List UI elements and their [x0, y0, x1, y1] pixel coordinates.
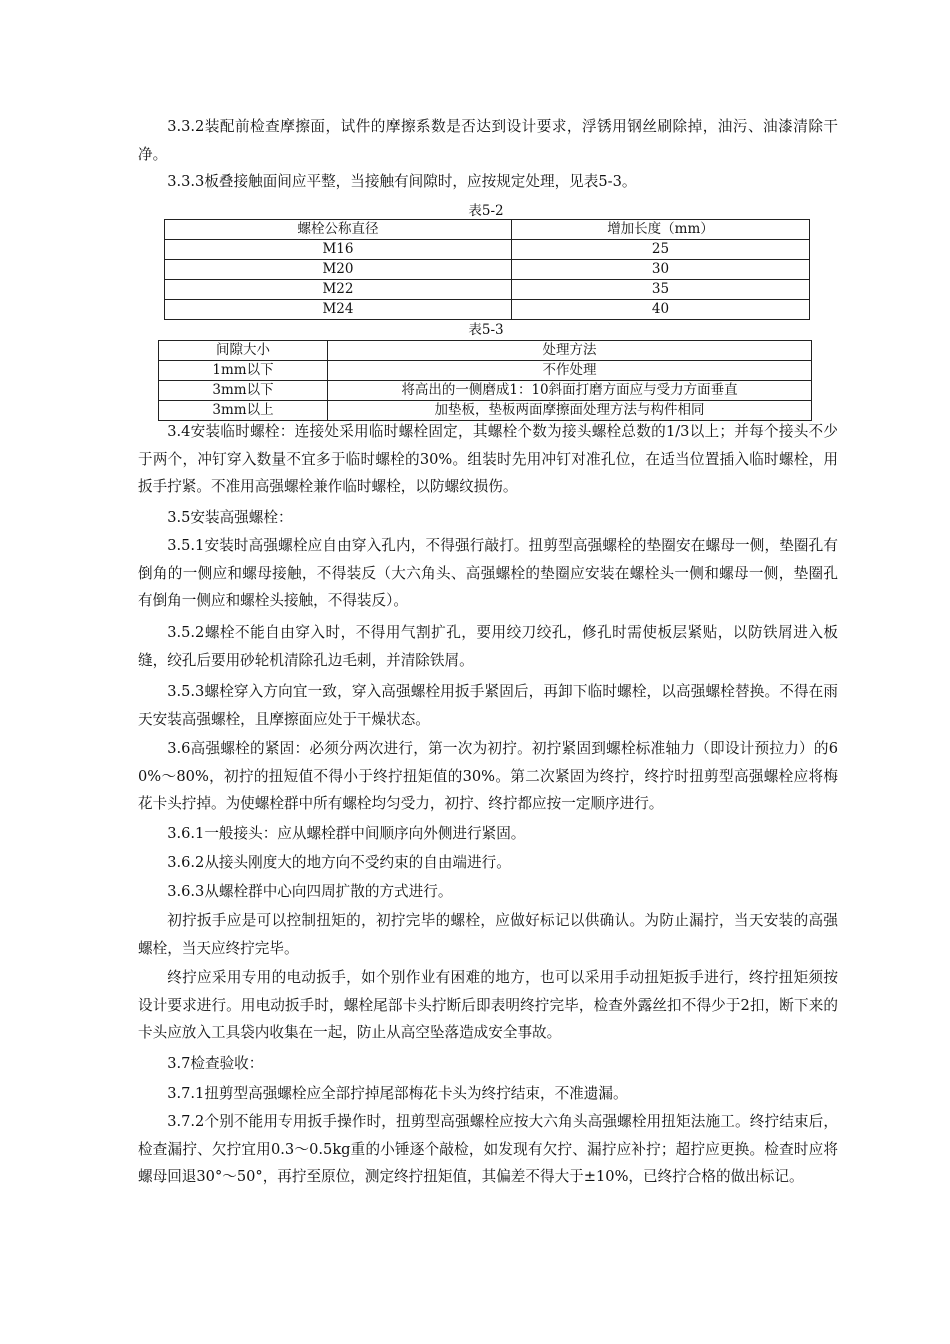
- table-cell: M16: [165, 240, 512, 260]
- paragraph-3-4: 3.4安装临时螺栓：连接处采用临时螺栓固定，其螺栓个数为接头螺栓总数的1/3以上；并每个接头不少于两个，冲钉穿入数量不宜多于临时螺栓的30%。组装时先用冲钉对准孔位，在适当位置插入临时螺栓，用扳手拧紧。不准用高强螺栓兼作临时螺栓，以防螺纹损伤。: [138, 423, 838, 496]
- table-header-row: [159, 341, 812, 361]
- table-cell: 40: [512, 300, 810, 320]
- table-header-row: [165, 220, 810, 240]
- table-cell: 加垫板，垫板两面摩擦面处理方法与构件相同: [328, 401, 812, 421]
- table-header-cell: 螺栓公称直径: [165, 220, 512, 240]
- table-row: [165, 240, 810, 260]
- paragraph-initial-tightening: 初拧扳手应是可以控制扭矩的，初拧完毕的螺栓，应做好标记以供确认。为防止漏拧，当天安装的高强螺栓，当天应终拧完毕。: [138, 912, 838, 957]
- table-cell: 1mm以下: [159, 361, 328, 381]
- table-5-3: [158, 340, 812, 421]
- paragraph-3-5-2: 3.5.2螺栓不能自由穿入时，不得用气割扩孔，要用绞刀绞孔，修孔时需使板层紧贴，以防铁屑进入板缝，绞孔后要用砂轮机清除孔边毛刺，并清除铁屑。: [138, 624, 838, 669]
- table-row: [165, 300, 810, 320]
- table-cell: 不作处理: [328, 361, 812, 381]
- table-row: [159, 361, 812, 381]
- paragraph-3-5-1: 3.5.1安装时高强螺栓应自由穿入孔内，不得强行敲打。扭剪型高强螺栓的垫圈安在螺母一侧，垫圈孔有倒角的一侧应和螺母接触，不得装反（大六角头、高强螺栓的垫圈应安装在螺栓头一侧和螺母一侧，垫圈孔有倒角一侧应和螺栓头接触，不得装反）。: [138, 537, 838, 610]
- paragraph-3-6-3: 3.6.3从螺栓群中心向四周扩散的方式进行。: [167, 883, 453, 900]
- table-header-cell: 处理方法: [328, 341, 812, 361]
- paragraph-3-6-2: 3.6.2从接头刚度大的地方向不受约束的自由端进行。: [167, 854, 511, 871]
- table-5-3-caption: 表5-3: [468, 322, 504, 338]
- table-header-cell: 间隙大小: [159, 341, 328, 361]
- table-cell: 3mm以下: [159, 381, 328, 401]
- paragraph-3-3-2: 3.3.2装配前检查摩擦面，试件的摩擦系数是否达到设计要求，浮锈用钢丝刷除掉，油污、油漆清除干净。: [138, 118, 838, 163]
- table-5-2-caption: 表5-2: [468, 203, 504, 219]
- table-row: [165, 260, 810, 280]
- table-cell: 35: [512, 280, 810, 300]
- paragraph-3-7-2: 3.7.2个别不能用专用扳手操作时，扭剪型高强螺栓应按大六角头高强螺栓用扭矩法施工。终拧结束后，检查漏拧、欠拧宜用0.3～0.5kg重的小锤逐个敲检，如发现有欠拧、漏拧应补拧；超拧应更换。检查时应将螺母回退30°～50°，再拧至原位，测定终拧扭矩值，其偏差不得大于±10%，已终拧合格的做出标记。: [138, 1113, 838, 1186]
- table-cell: M20: [165, 260, 512, 280]
- table-cell: M22: [165, 280, 512, 300]
- paragraph-3-7-1: 3.7.1扭剪型高强螺栓应全部拧掉尾部梅花卡头为终拧结束，不准遗漏。: [167, 1085, 628, 1102]
- paragraph-3-5-3: 3.5.3螺栓穿入方向宜一致，穿入高强螺栓用扳手紧固后，再卸下临时螺栓，以高强螺栓替换。不得在雨天安装高强螺栓，且摩擦面应处于干燥状态。: [138, 683, 838, 728]
- paragraph-3-6-1: 3.6.1一般接头：应从螺栓群中间顺序向外侧进行紧固。: [167, 825, 526, 842]
- table-5-2: [164, 219, 810, 320]
- paragraph-3-7: 3.7检查验收：: [167, 1055, 264, 1072]
- table-cell: 将高出的一侧磨成1：10斜面打磨方面应与受力方面垂直: [328, 381, 812, 401]
- paragraph-3-5: 3.5安装高强螺栓：: [167, 509, 293, 526]
- table-cell: M24: [165, 300, 512, 320]
- table-cell: 30: [512, 260, 810, 280]
- paragraph-3-6: 3.6高强螺栓的紧固：必须分两次进行，第一次为初拧。初拧紧固到螺栓标准轴力（即设计预拉力）的60%～80%，初拧的扭短值不得小于终拧扭矩值的30%。第二次紧固为终拧，终拧时扭剪型高强螺栓应将梅花卡头拧掉。为使螺栓群中所有螺栓均匀受力，初拧、终拧都应按一定顺序进行。: [138, 740, 838, 813]
- table-row: [159, 381, 812, 401]
- table-cell: 3mm以上: [159, 401, 328, 421]
- paragraph-3-3-3: 3.3.3板叠接触面间应平整，当接触有间隙时，应按规定处理，见表5-3。: [167, 173, 637, 190]
- table-header-cell: 增加长度（mm）: [512, 220, 810, 240]
- paragraph-final-tightening: 终拧应采用专用的电动扳手，如个别作业有困难的地方，也可以采用手动扭矩扳手进行，终拧扭矩须按设计要求进行。用电动扳手时，螺栓尾部卡头拧断后即表明终拧完毕，检查外露丝扣不得少于2扣，断下来的卡头应放入工具袋内收集在一起，防止从高空坠落造成安全事故。: [138, 969, 838, 1042]
- table-cell: 25: [512, 240, 810, 260]
- table-row: [165, 280, 810, 300]
